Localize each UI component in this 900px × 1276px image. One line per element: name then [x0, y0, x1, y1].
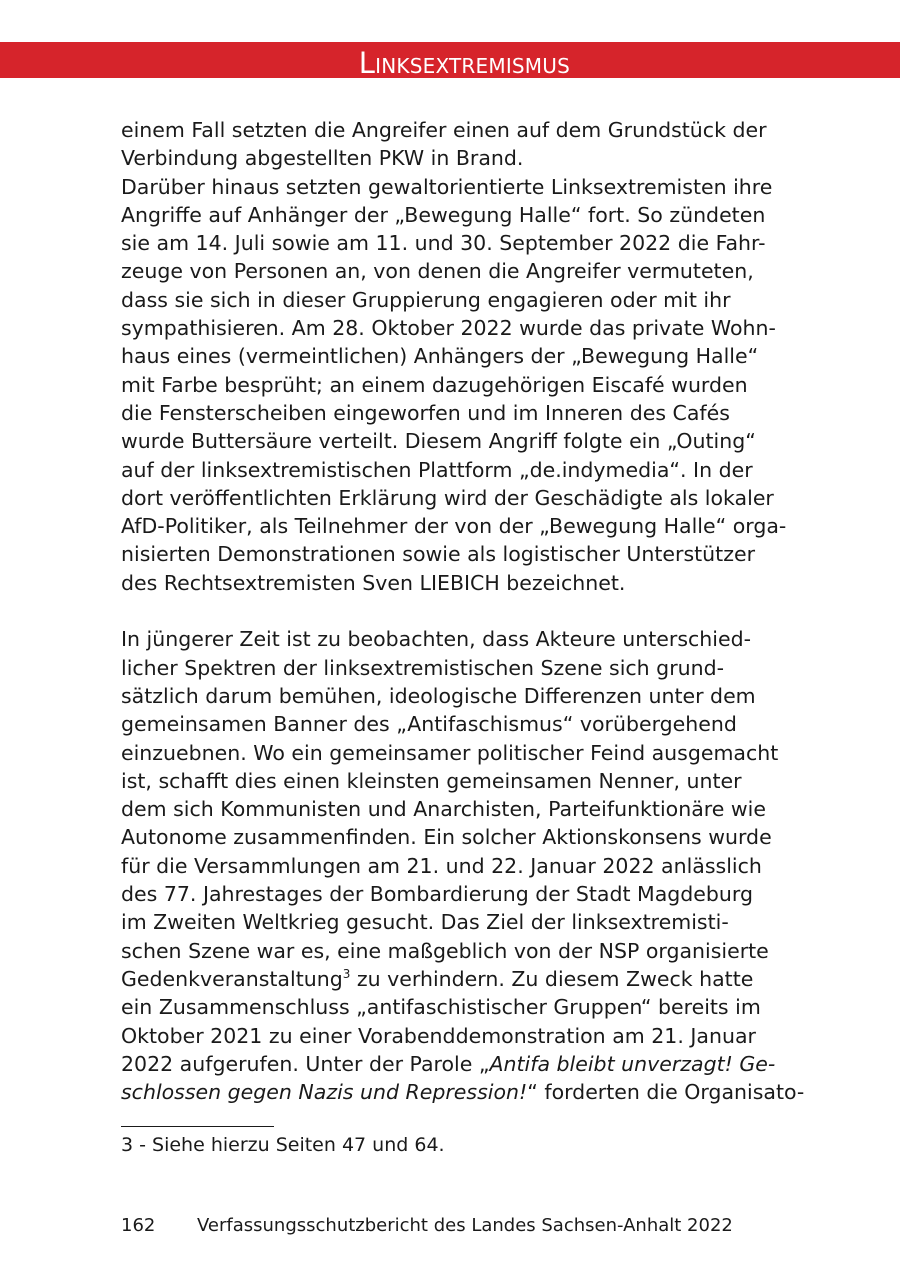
text-line: Angriffe auf Anhänger der „Bewegung Halle“ fort. So zündeten: [121, 202, 766, 227]
text-line: [121, 965, 781, 993]
quote-fragment: Antifa bleibt unverzagt! Ge-: [489, 1051, 776, 1076]
text-line: [121, 1050, 781, 1078]
footnote-marker: 3: [342, 967, 351, 982]
text-line: ein Zusammenschluss „antifaschistischer Gruppen“ bereits im: [121, 995, 761, 1020]
page-number: 162: [121, 1215, 156, 1236]
text-fragment: Gedenkveranstaltung: [121, 966, 343, 991]
text-line: einzuebnen. Wo ein gemeinsamer politischer Feind ausgemacht: [121, 740, 779, 765]
text-line: des Rechtsextremisten Sven LIEBICH bezeichnet.: [121, 570, 626, 595]
text-line: [121, 1078, 805, 1106]
text-line: licher Spektren der linksextremistischen Szene sich grund-: [121, 655, 725, 680]
text-line: Oktober 2021 zu einer Vorabenddemonstration am 21. Januar: [121, 1023, 756, 1048]
text-line: dass sie sich in dieser Gruppierung engagieren oder mit ihr: [121, 287, 731, 312]
text-line: schen Szene war es, eine maßgeblich von der NSP organisierte: [121, 938, 769, 963]
chapter-header-bar: [0, 42, 900, 78]
text-line: Verbindung abgestellten PKW in Brand.: [121, 146, 524, 171]
text-line: auf der linksextremistischen Plattform „de.indymedia“. In der: [121, 457, 753, 482]
text-line: die Fensterscheiben eingeworfen und im Inneren des Cafés: [121, 400, 730, 425]
footnote: 3 - Siehe hierzu Seiten 47 und 64.: [121, 1134, 445, 1156]
text-line: Autonome zusammenfinden. Ein solcher Aktionskonsens wurde: [121, 825, 772, 850]
text-line: wurde Buttersäure verteilt. Diesem Angriff folgte ein „Outing“: [121, 429, 756, 454]
text-line: zeuge von Personen an, von denen die Angreifer vermuteten,: [121, 259, 754, 284]
paragraph-lines: [121, 993, 781, 1050]
chapter-title: Linksextremismus: [358, 46, 570, 80]
paragraph-spacer: [121, 597, 781, 625]
text-line: dort veröffentlichten Erklärung wird der Geschädigte als lokaler: [121, 485, 774, 510]
text-line: sätzlich darum bemühen, ideologische Differenzen unter dem: [121, 683, 756, 708]
text-line: gemeinsamen Banner des „Antifaschismus“ vorübergehend: [121, 712, 737, 737]
text-line: nisierten Demonstrationen sowie als logistischer Unterstützer: [121, 542, 756, 567]
text-line: AfD-Politiker, als Teilnehmer der von der „Bewegung Halle“ orga-: [121, 514, 787, 539]
text-line: ist, schafft dies einen kleinsten gemeinsamen Nenner, unter: [121, 768, 742, 793]
text-fragment: zu verhindern. Zu diesem Zweck hatte: [350, 966, 754, 991]
paragraph-lines: [121, 625, 781, 965]
paragraph: [121, 625, 805, 1106]
text-line: für die Versammlungen am 21. und 22. Januar 2022 anlässlich: [121, 853, 762, 878]
publication-title: Verfassungsschutzbericht des Landes Sachsen-Anhalt 2022: [197, 1215, 733, 1236]
text-line: einem Fall setzten die Angreifer einen auf dem Grundstück der: [121, 118, 767, 142]
main-text: [121, 116, 805, 1106]
footnote-divider: [121, 1126, 274, 1127]
text-line: mit Farbe besprüht; an einem dazugehörigen Eiscafé wurden: [121, 372, 748, 397]
text-line: dem sich Kommunisten und Anarchisten, Parteifunktionäre wie: [121, 797, 766, 822]
text-line: haus eines (vermeintlichen) Anhängers der „Bewegung Halle“: [121, 344, 759, 369]
text-line: im Zweiten Weltkrieg gesucht. Das Ziel der linksextremisti-: [121, 910, 729, 935]
text-line: des 77. Jahrestages der Bombardierung der Stadt Magdeburg: [121, 882, 754, 907]
quote-fragment: schlossen gegen Nazis und Repression!: [121, 1080, 528, 1105]
page-footer: [121, 1213, 733, 1239]
text-line: sie am 14. Juli sowie am 11. und 30. September 2022 die Fahr-: [121, 231, 766, 256]
text-fragment: “ forderten die Organisato-: [527, 1080, 805, 1105]
text-line: Darüber hinaus setzten gewaltorientierte Linksextremisten ihre: [121, 174, 773, 199]
text-fragment: 2022 aufgerufen. Unter der Parole „: [121, 1051, 490, 1076]
paragraph: [121, 116, 787, 597]
text-line: In jüngerer Zeit ist zu beobachten, dass Akteure unterschied-: [121, 627, 752, 652]
text-line: sympathisieren. Am 28. Oktober 2022 wurde das private Wohn-: [121, 316, 776, 341]
